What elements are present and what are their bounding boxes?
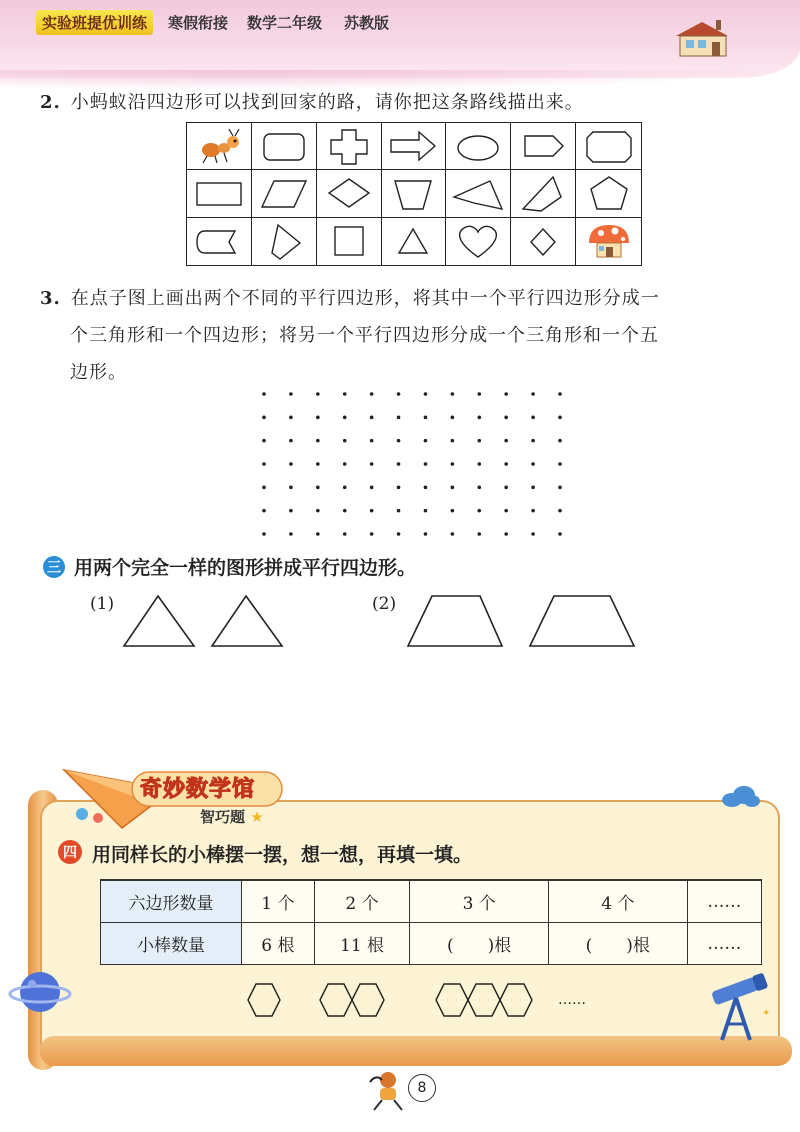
grid-dot[interactable]	[477, 439, 481, 443]
page-number: 8	[408, 1074, 436, 1102]
q3-line2: 个三角形和一个四边形；将另一个平行四边形分成一个三角形和一个五	[70, 325, 659, 346]
hexagon-double-2	[352, 984, 384, 1016]
grid-dot[interactable]	[370, 416, 374, 420]
grid-dot[interactable]	[397, 416, 401, 420]
house-icon	[672, 18, 738, 58]
shape-grid	[186, 122, 642, 266]
grid-dot[interactable]	[316, 392, 320, 396]
grid-dot[interactable]	[531, 439, 535, 443]
grid-dot[interactable]	[451, 439, 455, 443]
hexagon-ellipsis: ……	[558, 992, 586, 1008]
grid-cell-1-4[interactable]	[382, 123, 447, 170]
grid-dot[interactable]	[424, 439, 428, 443]
square-shape	[321, 221, 377, 261]
grid-dot[interactable]	[477, 532, 481, 536]
grid-dot[interactable]	[558, 462, 562, 466]
grid-dot[interactable]	[504, 392, 508, 396]
grid-dot[interactable]	[343, 416, 347, 420]
grid-dot[interactable]	[289, 486, 293, 490]
cloud-icon	[718, 784, 762, 808]
grid-cell-2-3[interactable]	[317, 170, 382, 217]
grid-dot[interactable]	[558, 509, 562, 513]
table-cell: 4 个	[549, 880, 688, 923]
grid-dot[interactable]	[531, 416, 535, 420]
banner-subtitle	[200, 806, 264, 827]
grid-cell-ant[interactable]	[187, 123, 252, 170]
q2-number: 2.	[40, 92, 61, 113]
grid-dot[interactable]	[343, 462, 347, 466]
hexagon-sequence	[238, 978, 558, 1022]
hexagon-single	[248, 984, 280, 1016]
svg-text:✦: ✦	[762, 1008, 771, 1019]
grid-dot[interactable]	[316, 532, 320, 536]
grid-dot[interactable]	[397, 439, 401, 443]
grid-dot[interactable]	[370, 486, 374, 490]
answer-blank-3[interactable]: ( )根	[410, 923, 549, 965]
grid-cell-2-5[interactable]	[446, 170, 511, 217]
q3-line1	[40, 284, 660, 310]
grid-dot[interactable]	[477, 462, 481, 466]
row-header-hexagons: 六边形数量	[101, 880, 242, 923]
section-four-title: 用同样长的小棒摆一摆，想一想，再填一填。	[92, 844, 473, 866]
grid-cell-1-6[interactable]	[511, 123, 576, 170]
grid-dot[interactable]	[424, 462, 428, 466]
grid-dot[interactable]	[262, 392, 266, 396]
grid-dot[interactable]	[343, 392, 347, 396]
grid-dot[interactable]	[477, 486, 481, 490]
table-cell: 2 个	[314, 880, 410, 923]
hexagon-triple-2	[468, 984, 500, 1016]
section-four-badge: 四	[58, 840, 82, 864]
hexagon-double-1	[320, 984, 352, 1016]
rhombus-small-shape	[515, 221, 571, 261]
octagon-rect-shape	[581, 126, 637, 166]
grid-dot[interactable]	[451, 462, 455, 466]
irregular-quadrilateral-shape	[450, 173, 506, 213]
answer-blank-4[interactable]: ( )根	[549, 923, 688, 965]
grid-cell-2-2[interactable]	[252, 170, 317, 217]
grid-dot[interactable]	[504, 486, 508, 490]
grid-dot[interactable]	[397, 462, 401, 466]
grid-dot[interactable]	[451, 486, 455, 490]
hexagon-triple-3	[500, 984, 532, 1016]
grid-dot[interactable]	[262, 439, 266, 443]
grid-dot[interactable]	[531, 532, 535, 536]
star-icon: ★	[250, 808, 264, 826]
grid-dot[interactable]	[289, 532, 293, 536]
grid-dot[interactable]	[558, 439, 562, 443]
grid-dot[interactable]	[343, 439, 347, 443]
triangle-left[interactable]	[124, 596, 194, 646]
grid-cell-2-6[interactable]	[511, 170, 576, 217]
grid-dot[interactable]	[370, 439, 374, 443]
telescope-icon	[702, 968, 772, 1044]
grid-cell-2-7[interactable]	[576, 170, 641, 217]
stick-count-table	[100, 879, 762, 965]
q2-text	[40, 88, 584, 114]
grid-dot[interactable]	[370, 509, 374, 513]
triangle-right[interactable]	[212, 596, 282, 646]
grid-cell-3-6[interactable]	[511, 218, 576, 265]
grid-dot[interactable]	[316, 416, 320, 420]
grid-cell-3-5[interactable]	[446, 218, 511, 265]
table-cell: 1 个	[242, 880, 315, 923]
table-cell: 6 根	[242, 923, 315, 965]
ellipse-shape	[450, 126, 506, 166]
grid-cell-2-4[interactable]	[382, 170, 447, 217]
grid-dot[interactable]	[343, 486, 347, 490]
rounded-rectangle-shape	[256, 126, 312, 166]
mushroom-house-icon	[581, 221, 637, 261]
irregular-quadrilateral-2-shape	[515, 173, 571, 213]
grid-dot[interactable]	[451, 532, 455, 536]
cross-shape	[321, 126, 377, 166]
grid-dot[interactable]	[289, 509, 293, 513]
grid-dot[interactable]	[477, 392, 481, 396]
header-subject: 寒假衔接	[168, 14, 229, 32]
grid-dot[interactable]	[558, 392, 562, 396]
table-cell: ……	[687, 923, 761, 965]
grid-dot[interactable]	[316, 462, 320, 466]
grid-dot[interactable]	[531, 509, 535, 513]
grid-dot[interactable]	[424, 509, 428, 513]
grid-dot[interactable]	[504, 509, 508, 513]
grid-dot[interactable]	[289, 416, 293, 420]
section-three-title: 用两个完全一样的图形拼成平行四边形。	[74, 557, 417, 579]
rectangle-notched-shape	[191, 221, 247, 261]
grid-cell-1-2[interactable]	[252, 123, 317, 170]
table-cell: ……	[687, 880, 761, 923]
pentagon-shape	[581, 173, 637, 213]
banner-subtitle-text: 智巧题	[200, 808, 246, 826]
header-edition: 苏教版	[344, 14, 390, 32]
grid-cell-3-3[interactable]	[317, 218, 382, 265]
mascot-icon	[366, 1068, 410, 1112]
grid-dot[interactable]	[262, 416, 266, 420]
grid-dot[interactable]	[397, 532, 401, 536]
q2-prompt: 小蚂蚁沿四边形可以找到回家的路，请你把这条路线描出来。	[70, 92, 584, 113]
planet-icon	[8, 960, 72, 1024]
pentagon-arrow-shape	[515, 126, 571, 166]
grid-dot[interactable]	[451, 392, 455, 396]
grid-cell-3-1[interactable]	[187, 218, 252, 265]
grid-dot[interactable]	[451, 416, 455, 420]
grid-dot[interactable]	[262, 462, 266, 466]
grid-dot[interactable]	[262, 532, 266, 536]
section-three-badge: 三	[43, 556, 65, 578]
triangle-shape	[385, 221, 441, 261]
rhombus-shape	[321, 173, 377, 213]
grid-dot[interactable]	[424, 392, 428, 396]
grid-cell-2-1[interactable]	[187, 170, 252, 217]
grid-dot[interactable]	[424, 486, 428, 490]
grid-dot[interactable]	[397, 509, 401, 513]
grid-dot[interactable]	[558, 416, 562, 420]
grid-dot[interactable]	[289, 462, 293, 466]
grid-dot[interactable]	[316, 486, 320, 490]
table-cell: 3 个	[410, 880, 549, 923]
grid-cell-1-5[interactable]	[446, 123, 511, 170]
grid-cell-3-2[interactable]	[252, 218, 317, 265]
sub-label-1: (1)	[90, 594, 115, 614]
grid-dot[interactable]	[343, 509, 347, 513]
grid-dot[interactable]	[397, 486, 401, 490]
heart-shape	[450, 221, 506, 261]
grid-dot[interactable]	[504, 462, 508, 466]
banner-title	[140, 772, 255, 803]
grid-dot[interactable]	[531, 462, 535, 466]
q3-line3: 边形。	[70, 362, 127, 383]
grid-dot[interactable]	[289, 392, 293, 396]
grid-dot[interactable]	[289, 439, 293, 443]
grid-dot[interactable]	[504, 439, 508, 443]
grid-dot[interactable]	[531, 486, 535, 490]
rectangle-shape	[191, 173, 247, 213]
grid-dot[interactable]	[262, 509, 266, 513]
grid-cell-1-3[interactable]	[317, 123, 382, 170]
grid-dot[interactable]	[477, 416, 481, 420]
sub-label-2: (2)	[372, 594, 397, 614]
grid-dot[interactable]	[370, 392, 374, 396]
grid-dot[interactable]	[316, 439, 320, 443]
ant-icon	[191, 126, 247, 166]
grid-dot[interactable]	[262, 486, 266, 490]
grid-dot[interactable]	[370, 462, 374, 466]
row-header-sticks: 小棒数量	[101, 923, 242, 965]
grid-dot[interactable]	[558, 532, 562, 536]
trapezoid-shape	[385, 173, 441, 213]
grid-dot[interactable]	[558, 486, 562, 490]
grid-dot[interactable]	[451, 509, 455, 513]
hexagon-triple-1	[436, 984, 468, 1016]
trapezoid-pair	[404, 592, 638, 650]
table-row-hexagons	[101, 880, 762, 923]
grid-dot[interactable]	[343, 532, 347, 536]
arrow-shape	[385, 126, 441, 166]
dot-grid[interactable]	[262, 392, 562, 536]
grid-dot[interactable]	[424, 532, 428, 536]
q3-text-1: 在点子图上画出两个不同的平行四边形，将其中一个平行四边形分成一	[70, 288, 660, 309]
series-title: 实验班提优训练	[36, 10, 153, 35]
grid-dot[interactable]	[316, 509, 320, 513]
table-cell: 11 根	[314, 923, 410, 965]
grid-dot[interactable]	[397, 392, 401, 396]
parallelogram-shape	[256, 173, 312, 213]
scroll-roll-bottom	[40, 1036, 792, 1066]
grid-cell-1-7[interactable]	[576, 123, 641, 170]
grid-dot[interactable]	[531, 392, 535, 396]
banner-title-text: 奇妙数学馆	[140, 777, 256, 802]
grid-cell-3-4[interactable]	[382, 218, 447, 265]
triangle-pair	[120, 592, 290, 650]
grid-dot[interactable]	[477, 509, 481, 513]
grid-dot[interactable]	[504, 416, 508, 420]
trapezoid-left[interactable]	[408, 596, 502, 646]
irregular-quadrilateral-3-shape	[256, 221, 312, 261]
q3-number: 3.	[40, 288, 61, 309]
grid-dot[interactable]	[370, 532, 374, 536]
table-row-sticks	[101, 923, 762, 965]
grid-cell-home[interactable]	[576, 218, 641, 265]
grid-dot[interactable]	[424, 416, 428, 420]
grid-dot[interactable]	[504, 532, 508, 536]
trapezoid-right[interactable]	[530, 596, 634, 646]
header-grade: 数学二年级	[247, 14, 323, 32]
